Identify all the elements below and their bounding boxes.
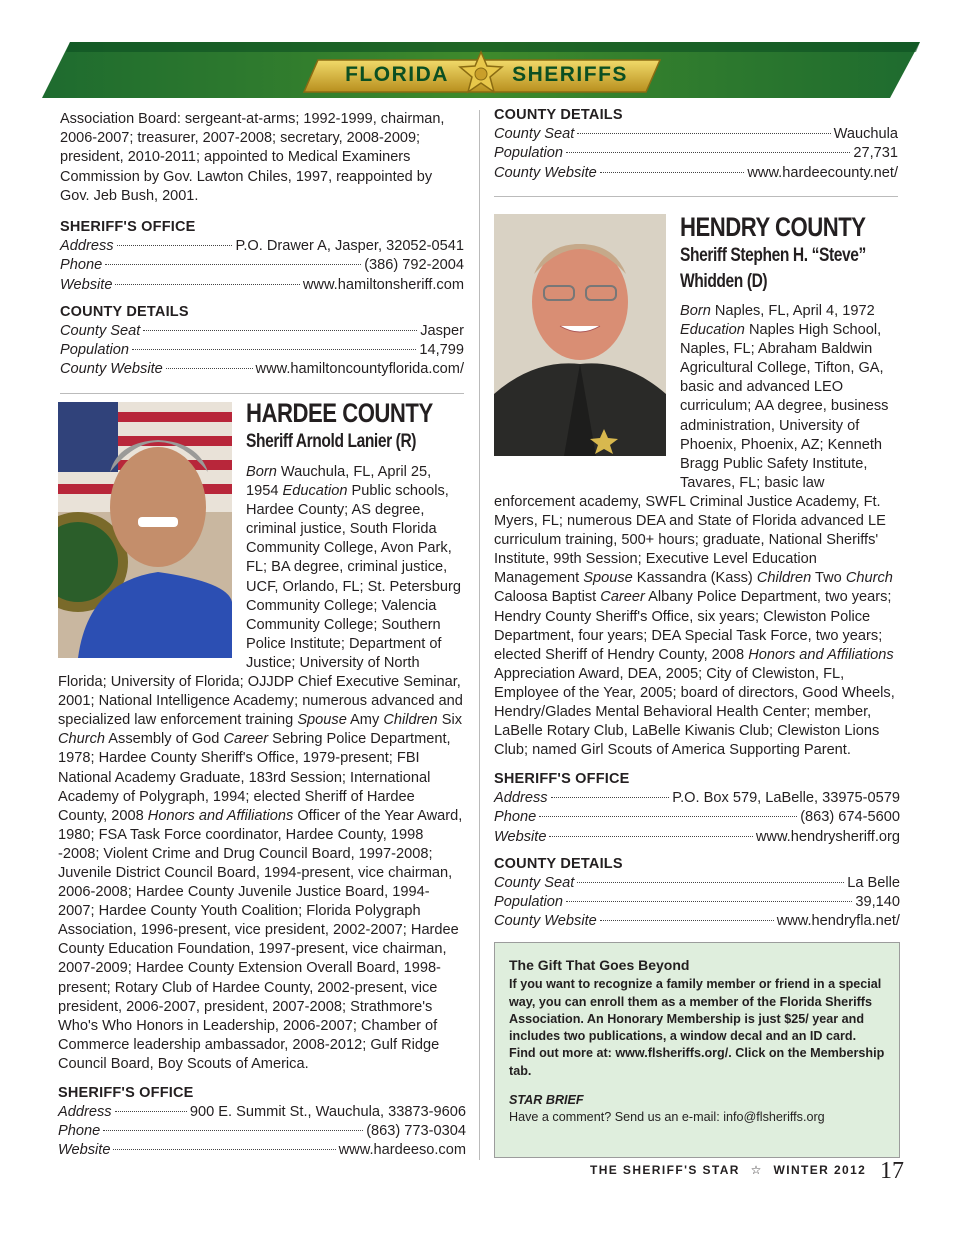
- hardee-bio-flow: [58, 463, 466, 1160]
- detail-row: [60, 341, 464, 360]
- star-brief-body: Have a comment? Send us an e-mail: info@flsheriffs.org: [509, 1110, 825, 1125]
- bio-field-label: Church: [58, 731, 106, 748]
- detail-row: [60, 360, 464, 379]
- leader-dots: [539, 816, 797, 817]
- hardee-county-heading: COUNTY DETAILS: [494, 107, 623, 123]
- bio-field-label: Children: [383, 712, 438, 729]
- detail-row: [494, 808, 900, 827]
- leader-dots: [132, 349, 416, 350]
- leader-dots: [577, 133, 830, 134]
- hardee-heading: [246, 398, 474, 455]
- leader-dots: [551, 797, 670, 798]
- hamilton-office-heading: SHERIFF'S OFFICE: [60, 219, 196, 236]
- right-column: [494, 106, 898, 197]
- leader-dots: [143, 330, 417, 331]
- detail-label: Phone: [58, 1123, 101, 1140]
- detail-value[interactable]: www.hamiltoncountyflorida.com/: [255, 361, 464, 378]
- detail-value[interactable]: www.hendryfla.net/: [776, 912, 900, 929]
- detail-label: Phone: [60, 257, 103, 274]
- leader-dots: [115, 284, 299, 285]
- detail-row: [60, 276, 464, 295]
- detail-label: Address: [60, 238, 114, 255]
- hardee-county-name: HARDEE COUNTY: [246, 398, 433, 428]
- hamilton-bio-tail: Association Board: sergeant-at-arms; 1992-1999, chairman, 2006-2007; treasurer, 2007-2008; secretary, 2008-2009; president, 2010-2011; appointed to Medical Examiners Commission by Gov. Lawton Chiles, 1997, reappointed by Gov. Jeb Bush, 2001.: [60, 111, 445, 204]
- bio-text: Appreciation Award, DEA, 2005; City of Clewiston, FL, Employee of the Year, 2005; board of directors, Good Wheels, Hendry/Glades Mental Behavioral Health Center; member, LaBelle Rotary Club, LaBelle Kiwanis Club; Clewiston Lions Club; named Girl Scouts of America Supporting Parent.: [494, 665, 895, 759]
- bio-text: Officer of the Year Award, 1980; FSA Task Force coordinator, Hardee County, 1998 -2008; Violent Crime and Drug Council Board, 1997-2008; Juvenile District Council Board, 1994-present, vice chairman, 2006-2008; Hardee County Juvenile Justice Board, 1994-2007; Hardee County Youth Coalition; Florida Polygraph Association, 1996-present, vice president, 2002-2007; Hardee County Education Foundation, 1997-present, vice chairman, 2007-2009; Hardee County Extension Overall Board, 1998-present; Rotary Club of Hardee County, 2002-present, vice president, 2006-2007, president, 2007-2008; Strathmore's Who's Who Honors in Leadership, 2006-2007; Chamber of Commerce leadership ambassador, 2008-2012; Gulf Ridge Council Board, Boy Scouts of America.: [58, 807, 463, 1072]
- detail-value: P.O. Box 579, LaBelle, 33975-0579: [672, 790, 900, 807]
- detail-row: [58, 1122, 466, 1141]
- detail-value: 900 E. Summit St., Wauchula, 33873-9606: [189, 1104, 466, 1121]
- footer: [590, 1163, 866, 1177]
- leader-dots: [600, 920, 774, 921]
- bio-text: Amy: [346, 712, 384, 729]
- leader-dots: [117, 245, 233, 246]
- detail-label: Population: [494, 893, 563, 910]
- detail-value: Jasper: [420, 323, 464, 340]
- hardee-office-list: [58, 1103, 466, 1160]
- leader-dots: [105, 264, 361, 265]
- page-number: 17: [880, 1158, 904, 1184]
- detail-label: County Seat: [60, 323, 141, 340]
- hamilton-county-heading: COUNTY DETAILS: [60, 303, 189, 320]
- hardee-sheriff-name: Sheriff Arnold Lanier (R): [246, 431, 417, 452]
- hamilton-county-list: [60, 322, 464, 380]
- detail-value: 27,731: [853, 145, 898, 162]
- detail-label: Address: [494, 790, 548, 807]
- gift-box: [494, 942, 900, 1158]
- detail-row: [494, 789, 900, 808]
- bio-text: Two: [811, 570, 846, 587]
- detail-row: [60, 237, 464, 256]
- bio-text: Sebring Police Department, 1978; Hardee County Sheriff's Office, 1979-present; FBI National Academy Graduate, 183rd Session; International Academy of Polygraph, 1994; elected Sheriff of Hardee County, 2008: [58, 731, 451, 824]
- bio-field-label: Spouse: [297, 712, 347, 729]
- detail-label: Address: [58, 1104, 112, 1121]
- hendry-sheriff-line1: Sheriff Stephen H. “Steve”: [680, 245, 866, 266]
- brand-sheriffs: SHERIFFS: [512, 63, 628, 86]
- leader-dots: [103, 1130, 363, 1131]
- detail-value: 39,140: [855, 893, 900, 910]
- detail-value: P.O. Drawer A, Jasper, 32052-0541: [235, 238, 464, 255]
- hendry-sheriff-line2: Whidden (D): [680, 271, 768, 292]
- detail-value[interactable]: www.hardeeso.com: [338, 1142, 466, 1159]
- bio-text: Assembly of God: [105, 731, 224, 748]
- bio-text: Wauchula, FL, April 25, 1954: [246, 464, 432, 500]
- bio-text: Naples High School, Naples, FL; Abraham Baldwin Agricultural College, Tifton, GA, basic and advanced LEO curriculum; AA degree, business administration, University of Phoenix, Phoenix, AZ; Kenneth Bragg Public Safety Institute, Tavares, FL; basic law enforcement academy, SWFL Criminal Justice Academy, Ft. Myers, FL; numerous DEA and State of Florida advanced LE curriculum training, 500+ hours; graduate, National Sheriffs' Institute, 99th Session; Executive Level Education Management: [494, 322, 889, 587]
- star-brief-title: STAR BRIEF: [509, 1093, 584, 1108]
- bio-field-label: Education: [680, 322, 745, 339]
- detail-label: County Website: [494, 164, 597, 181]
- detail-label: Website: [60, 276, 113, 293]
- hardee-office-heading: SHERIFF'S OFFICE: [58, 1085, 194, 1101]
- leader-dots: [166, 368, 253, 369]
- detail-row: [58, 1141, 466, 1160]
- detail-value: (863) 773-0304: [366, 1123, 466, 1140]
- float-spacer: [494, 302, 680, 474]
- star-icon: ☆: [750, 1163, 763, 1177]
- detail-row: [494, 828, 900, 847]
- bio-field-label: Born: [246, 464, 277, 480]
- detail-label: County Website: [494, 912, 597, 929]
- detail-value[interactable]: www.hamiltonsheriff.com: [302, 276, 464, 293]
- detail-value: La Belle: [847, 874, 900, 891]
- detail-value[interactable]: www.hendrysheriff.org: [755, 828, 900, 845]
- hendry-office-heading: SHERIFF'S OFFICE: [494, 771, 630, 788]
- detail-label: Population: [494, 145, 563, 162]
- detail-row: [494, 893, 900, 912]
- bio-text: Six: [437, 712, 462, 729]
- detail-row: [60, 256, 464, 275]
- left-column: [60, 110, 464, 394]
- detail-label: County Seat: [494, 126, 575, 143]
- detail-value: (386) 792-2004: [364, 257, 464, 274]
- leader-dots: [113, 1149, 335, 1150]
- hendry-office-list: [494, 789, 900, 846]
- gift-box-title: The Gift That Goes Beyond: [509, 957, 690, 973]
- detail-label: County Seat: [494, 874, 575, 891]
- bio-text: Caloosa Baptist: [494, 589, 601, 606]
- hendry-bio-flow: [494, 302, 900, 931]
- bio-text: Kassandra (Kass): [632, 570, 757, 587]
- column-divider: [479, 110, 480, 1160]
- detail-value: Wauchula: [833, 126, 898, 143]
- leader-dots: [549, 836, 752, 837]
- bio-field-label: Education: [282, 483, 348, 500]
- bio-field-label: Children: [756, 570, 812, 587]
- divider: [60, 393, 464, 394]
- hendry-county-name: HENDRY COUNTY: [680, 212, 866, 242]
- bio-field-label: Born: [680, 303, 711, 319]
- detail-value[interactable]: www.hardeecounty.net/: [747, 164, 898, 181]
- detail-row: [494, 164, 898, 183]
- hendry-county-list: [494, 874, 900, 931]
- float-spacer: [58, 463, 246, 665]
- detail-label: Website: [494, 828, 547, 845]
- bio-field-label: Career: [223, 731, 269, 748]
- bio-text: Public schools, Hardee County; AS degree, criminal justice, South Florida Community College, Avon Park, FL; BA degree, criminal justice, UCF, Orlando, FL; St. Petersburg Community College; Valencia Community College; Southern Police Institute; Department of Justice; University of North Florida; University of Florida; OJJDP Chief Executive Seminar, 2001; National Intelligence Academy; numerous advanced and specialized law enforcement training: [58, 483, 463, 729]
- detail-row: [60, 322, 464, 341]
- divider: [494, 196, 898, 197]
- issue-date: WINTER 2012: [773, 1163, 867, 1177]
- leader-dots: [566, 152, 850, 153]
- bio-text: Naples, FL, April 4, 1972: [710, 303, 875, 319]
- bio-field-label: Honors and Affiliations: [147, 807, 294, 824]
- bio-field-label: Honors and Affiliations: [748, 646, 894, 663]
- leader-dots: [600, 172, 745, 173]
- leader-dots: [115, 1111, 187, 1112]
- hendry-heading: [680, 212, 907, 295]
- detail-value: 14,799: [419, 342, 464, 359]
- gift-box-body: If you want to recognize a family member or friend in a special way, you can enroll them as a member of the Florida Sheriffs Association. An Honorary Membership is just $25/ year and includes two publications, a window decal and an ID card. Find out more at: www.flsheriffs.org/. Click on the Membership tab.: [509, 977, 885, 1078]
- hardee-county-list: [494, 125, 898, 183]
- bio-text: Albany Police Department, two years; Hendry County Sheriff's Office, six years; Clewiston Police Department, four years; DEA Special Task Force, two years; elected Sheriff of Hendry County, 2008: [494, 589, 892, 663]
- detail-label: Population: [60, 342, 129, 359]
- leader-dots: [577, 882, 844, 883]
- bio-field-label: Church: [845, 570, 893, 587]
- brand-florida: FLORIDA: [345, 63, 449, 86]
- detail-row: [494, 874, 900, 893]
- detail-value: (863) 674-5600: [800, 809, 900, 826]
- detail-row: [494, 125, 898, 144]
- detail-row: [494, 144, 898, 163]
- hendry-county-heading: COUNTY DETAILS: [494, 855, 623, 872]
- detail-label: County Website: [60, 361, 163, 378]
- detail-row: [494, 912, 900, 931]
- header-banner: [0, 0, 960, 110]
- detail-row: [58, 1103, 466, 1122]
- bio-field-label: Spouse: [583, 570, 633, 587]
- publication-name: THE SHERIFF'S STAR: [590, 1163, 740, 1177]
- hamilton-office-list: [60, 237, 464, 295]
- detail-label: Website: [58, 1142, 111, 1159]
- leader-dots: [566, 901, 852, 902]
- bio-field-label: Career: [600, 589, 645, 606]
- detail-label: Phone: [494, 809, 537, 826]
